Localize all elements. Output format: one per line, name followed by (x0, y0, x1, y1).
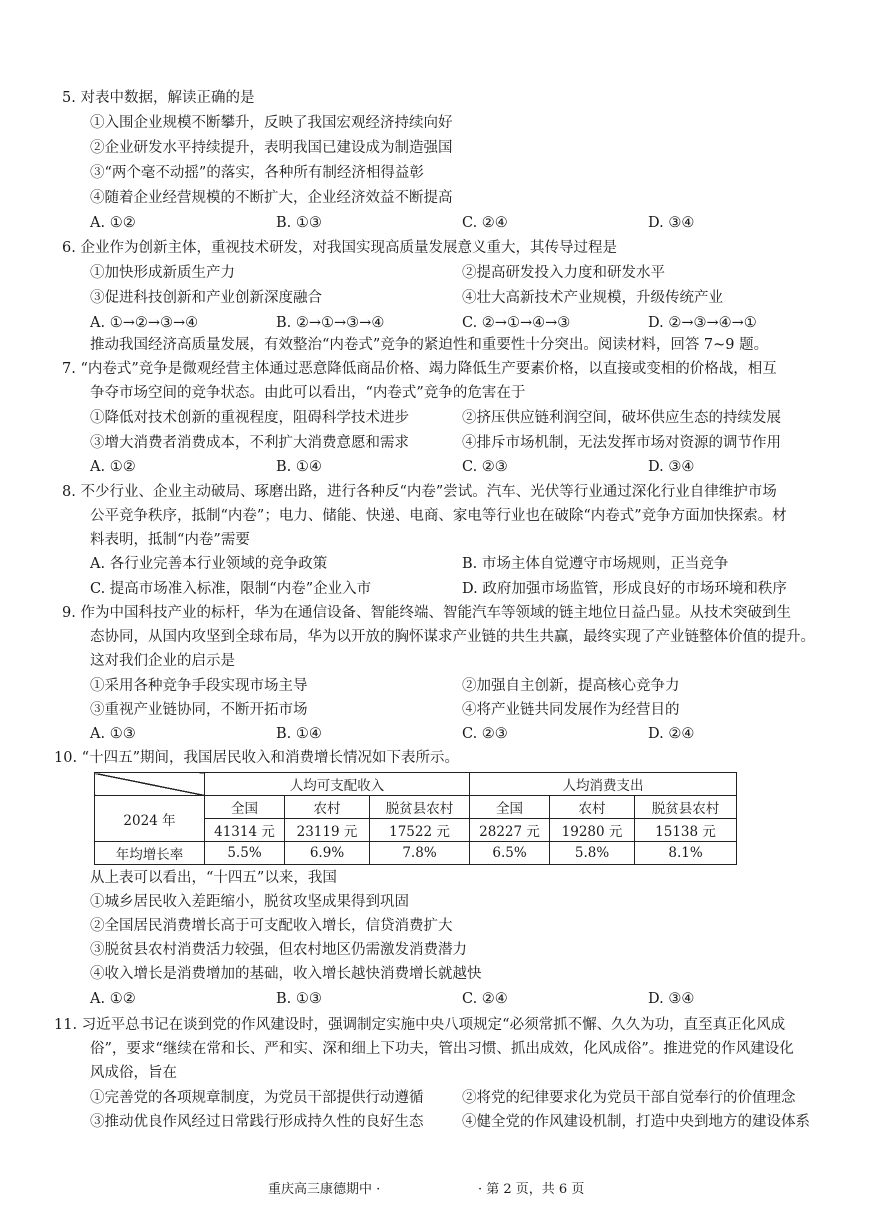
q5-option-b: B. ①③ (276, 215, 322, 231)
table-value-cell: 28227 元 (470, 819, 550, 842)
q10-item-2: ②全国居民消费增长高于可支配收入增长，信贷消费扩大 (90, 918, 453, 934)
table-value-cell: 19280 元 (550, 819, 635, 842)
q7-item-1: ①降低对技术创新的重视程度，阻碍科学技术进步 (90, 410, 409, 426)
table-subheader: 脱贫县农村 (635, 796, 737, 819)
q10-item-3: ③脱贫县农村消费活力较强，但农村地区仍需激发消费潜力 (90, 942, 467, 958)
table-growth-cell: 7.8% (370, 842, 470, 865)
q11-item-1: ①完善党的各项规章制度，为党员干部提供行动遵循 (90, 1090, 424, 1106)
q9-option-a: A. ①③ (90, 726, 136, 742)
q5-stem: 5. 对表中数据，解读正确的是 (62, 90, 255, 106)
q11-item-3: ③推动优良作风经过日常践行形成持久性的良好生态 (90, 1114, 424, 1130)
q8-option-a: A. 各行业完善本行业领域的竞争政策 (90, 556, 328, 572)
q9-option-c: C. ②③ (462, 726, 508, 742)
q5-option-c: C. ②④ (462, 215, 508, 231)
q7-option-d: D. ③④ (648, 459, 695, 475)
q9-option-d: D. ②④ (648, 726, 695, 742)
q9-stem-line-2: 态协同，从国内攻坚到全球布局，华为以开放的胸怀谋求产业链的共生共赢，最终实现了产业链整体价值的提升。 (90, 629, 815, 645)
table-value-cell: 23119 元 (285, 819, 370, 842)
q6-option-b: B. ②→①→③→④ (276, 315, 385, 331)
table-value-cell: 15138 元 (635, 819, 737, 842)
table-growth-cell: 5.8% (550, 842, 635, 865)
q10-lead: 从上表可以看出，“十四五”以来，我国 (90, 870, 337, 886)
q7-item-4: ④排斥市场机制，无法发挥市场对资源的调节作用 (462, 435, 781, 451)
q5-item-2: ②企业研发水平持续提升，表明我国已建设成为制造强国 (90, 140, 453, 156)
q9-item-3: ③重视产业链协同，不断开拓市场 (90, 702, 308, 718)
table-row-year: 2024 年 (95, 796, 205, 842)
q8-stem-line-3: 料表明，抵制“内卷”需要 (90, 532, 250, 548)
table-subheader: 农村 (285, 796, 370, 819)
q7-stem-line-2: 争夺市场空间的竞争状态。由此可以看出，“内卷式”竞争的危害在于 (90, 385, 526, 401)
q9-option-b: B. ①④ (276, 726, 322, 742)
q6-option-c: C. ②→①→④→③ (462, 315, 571, 331)
q10-option-b: B. ①③ (276, 991, 322, 1007)
table-growth-cell: 6.9% (285, 842, 370, 865)
q6-item-2: ②提高研发投入力度和研发水平 (462, 265, 665, 281)
q5-item-4: ④随着企业经营规模的不断扩大，企业经济效益不断提高 (90, 190, 453, 206)
q6-item-4: ④壮大高新技术产业规模，升级传统产业 (462, 290, 723, 306)
table-subheader: 全国 (470, 796, 550, 819)
table-value-cell: 41314 元 (205, 819, 285, 842)
q10-item-1: ①城乡居民收入差距缩小，脱贫攻坚成果得到巩固 (90, 894, 409, 910)
table-subheader: 全国 (205, 796, 285, 819)
q11-stem-line-3: 风成俗，旨在 (90, 1065, 177, 1081)
q5-item-1: ①入围企业规模不断攀升，反映了我国宏观经济持续向好 (90, 115, 453, 131)
q11-item-2: ②将党的纪律要求化为党员干部自觉奉行的价值理念 (462, 1090, 796, 1106)
footer-exam-name: 重庆高三康德期中 · (268, 1182, 381, 1197)
q6-stem: 6. 企业作为创新主体，重视技术研发，对我国实现高质量发展意义重大，其传导过程是 (62, 240, 617, 256)
q9-item-4: ④将产业链共同发展作为经营目的 (462, 702, 680, 718)
q8-stem-line-1: 8. 不少行业、企业主动破局、琢磨出路，进行各种反“内卷”尝试。汽车、光伏等行业通过深化行业自律维护市场 (62, 484, 777, 500)
q10-item-4: ④收入增长是消费增加的基础，收入增长越快消费增长就越快 (90, 966, 482, 982)
q10-option-c: C. ②④ (462, 991, 508, 1007)
table-subheader: 脱贫县农村 (370, 796, 470, 819)
table-growth-cell: 8.1% (635, 842, 737, 865)
q5-option-a: A. ①② (90, 215, 136, 231)
q8-stem-line-2: 公平竞争秩序，抵制“内卷”；电力、储能、快递、电商、家电等行业也在破除“内卷式”竞争方面加快探索。材 (90, 508, 787, 524)
table-value-cell: 17522 元 (370, 819, 470, 842)
intro-7-9: 推动我国经济高质量发展，有效整治“内卷式”竞争的紧迫性和重要性十分突出。阅读材料，回答 7~9 题。 (90, 337, 769, 353)
q10-option-d: D. ③④ (648, 991, 695, 1007)
q11-stem-line-1: 11. 习近平总书记在谈到党的作风建设时，强调制定实施中央八项规定“必须常抓不懈、久久为功，直至真正化风成 (54, 1017, 786, 1033)
q6-option-d: D. ②→③→④→① (648, 315, 757, 331)
q7-option-b: B. ①④ (276, 459, 322, 475)
q7-option-a: A. ①② (90, 459, 136, 475)
q10-stem: 10. “十四五”期间，我国居民收入和消费增长情况如下表所示。 (54, 750, 459, 766)
q8-option-c: C. 提高市场准入标准，限制“内卷”企业入市 (90, 581, 372, 597)
q6-item-1: ①加快形成新质生产力 (90, 265, 235, 281)
q6-item-3: ③促进科技创新和产业创新深度融合 (90, 290, 322, 306)
q9-item-2: ②加强自主创新，提高核心竞争力 (462, 678, 680, 694)
q7-item-2: ②挤压供应链利润空间，破坏供应生态的持续发展 (462, 410, 781, 426)
q6-option-a: A. ①→②→③→④ (90, 315, 199, 331)
income-consumption-table (94, 772, 737, 865)
q5-option-d: D. ③④ (648, 215, 695, 231)
table-growth-cell: 5.5% (205, 842, 285, 865)
table-growth-cell: 6.5% (470, 842, 550, 865)
q7-stem-line-1: 7. “内卷式”竞争是微观经营主体通过恶意降低商品价格、竭力降低生产要素价格，以直接或变相的价格战，相互 (62, 361, 777, 377)
q9-stem-line-3: 这对我们企业的启示是 (90, 653, 235, 669)
q9-stem-line-1: 9. 作为中国科技产业的标杆，华为在通信设备、智能终端、智能汽车等领域的链主地位日益凸显。从技术突破到生 (62, 605, 791, 621)
q8-option-b: B. 市场主体自觉遵守市场规则，正当竞争 (462, 556, 729, 572)
q10-option-a: A. ①② (90, 991, 136, 1007)
footer-page-number: · 第 2 页，共 6 页 (478, 1182, 585, 1197)
q11-item-4: ④健全党的作风建设机制，打造中央到地方的建设体系 (462, 1114, 810, 1130)
q7-option-c: C. ②③ (462, 459, 508, 475)
table-group-consumption: 人均消费支出 (470, 773, 737, 796)
q9-item-1: ①采用各种竞争手段实现市场主导 (90, 678, 308, 694)
q7-item-3: ③增大消费者消费成本，不利扩大消费意愿和需求 (90, 435, 409, 451)
table-corner-cell (95, 773, 205, 796)
q8-option-d: D. 政府加强市场监管，形成良好的市场环境和秩序 (462, 581, 787, 597)
q11-stem-line-2: 俗”，要求“继续在常和长、严和实、深和细上下功夫，管出习惯、抓出成效，化风成俗”。推进党的作风建设化 (90, 1041, 794, 1057)
table-subheader: 农村 (550, 796, 635, 819)
table-group-income: 人均可支配收入 (205, 773, 470, 796)
q5-item-3: ③“两个毫不动摇”的落实，各种所有制经济相得益彰 (90, 165, 424, 181)
table-row-growth: 年均增长率 (95, 842, 205, 865)
